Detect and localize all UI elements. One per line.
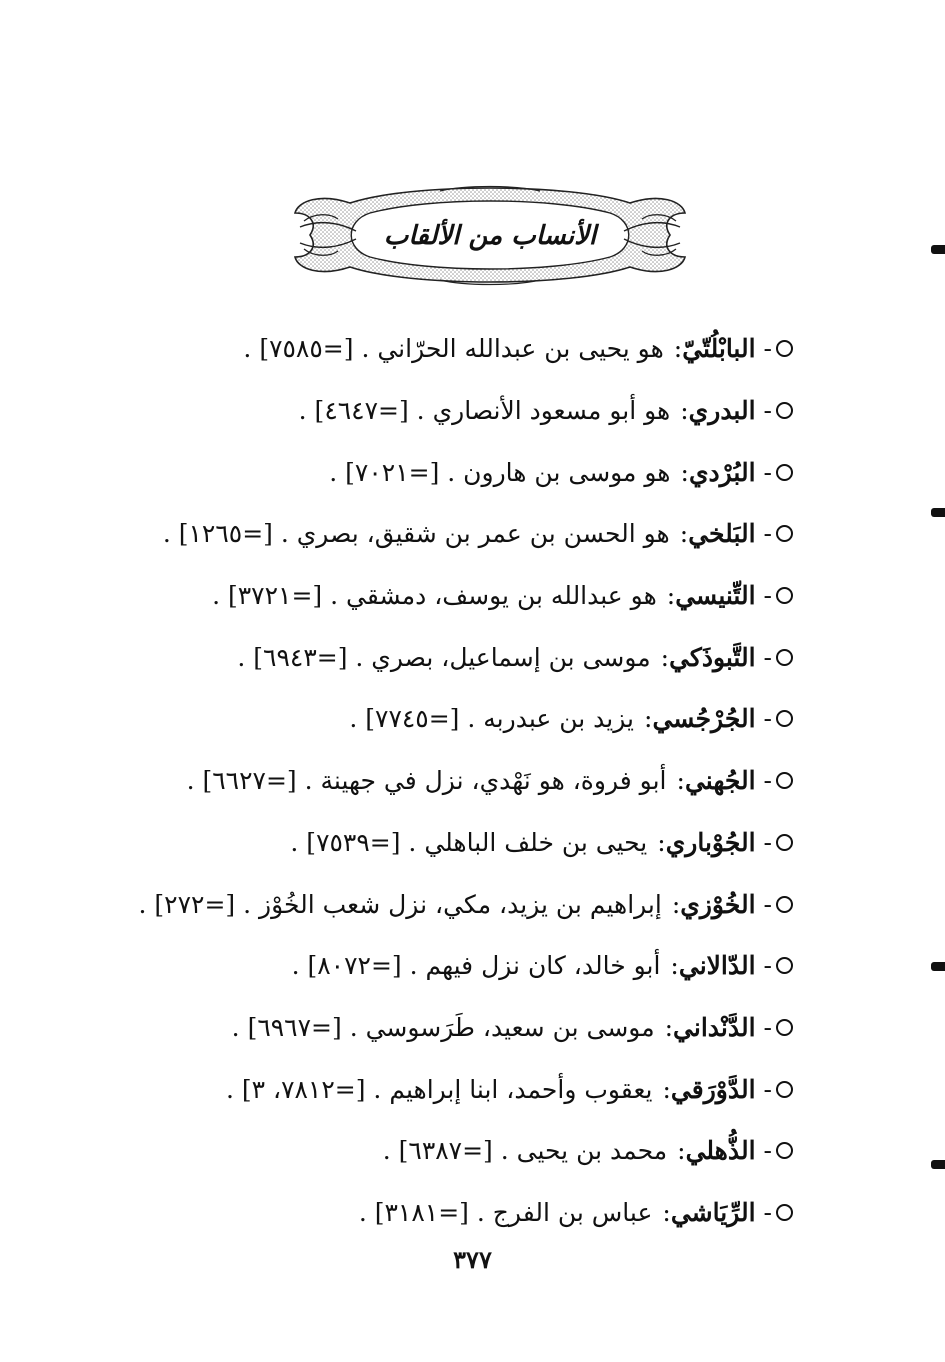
entry-text: يزيد بن عبدربه . [=٧٧٤٥] . [349,704,635,734]
entry-name: الدَّوْرَقي [670,1074,756,1104]
circle-bullet-icon [776,649,793,666]
entry-name: الدّالاني [678,951,756,981]
list-item [113,997,793,1059]
entry-name: الجُوْباري [665,827,756,857]
entry-text: يحيى بن خلف الباهلي . [=٧٥٣٩] . [290,827,648,857]
thumb-mark [931,1160,945,1169]
entry-dash: - [763,457,772,487]
entry-dash: - [763,704,772,734]
entry-text: إبراهيم بن يزيد، مكي، نزل شعب الخُوْز . [=٢٧٢] . [138,889,662,919]
title-ornament [290,183,690,288]
list-item [113,626,793,688]
circle-bullet-icon [776,896,793,913]
entry-separator: : [660,642,670,672]
entry-text: هو عبدالله بن يوسف، دمشقي . [=٣٧٢١] . [212,581,657,611]
entry-separator: : [664,1012,674,1042]
entry-dash: - [763,951,772,981]
entry-dash: - [763,1197,772,1227]
entry-dash: - [763,581,772,611]
entry-text: هو يحيى بن عبدالله الحرّاني . [=٧٥٨٥] . [243,334,664,364]
entry-separator: : [657,827,666,857]
page-title: الأنساب من الألقاب [383,220,597,251]
entry-separator: : [676,766,685,796]
entry-separator: : [662,1197,671,1227]
list-item [113,565,793,627]
circle-bullet-icon [776,834,793,851]
entry-name: الدَّنْداني [673,1012,756,1042]
list-item [113,688,793,750]
circle-bullet-icon [776,402,793,419]
entry-separator: : [670,951,679,981]
list-item [113,1182,793,1244]
entry-name: البابْلُتّيّ [682,334,756,364]
entry-text: هو أبو مسعود الأنصاري . [=٤٦٤٧] . [298,396,671,426]
entry-name: التَّبوذَكي [669,642,756,672]
circle-bullet-icon [776,464,793,481]
entry-dash: - [763,396,772,426]
entry-text: هو موسى بن هارون . [=٧٠٢١] . [329,457,671,487]
entry-dash: - [763,1012,772,1042]
entry-dash: - [763,1074,772,1104]
list-item [113,318,793,380]
entry-name: الجُرْجُسي [652,704,756,734]
circle-bullet-icon [776,772,793,789]
circle-bullet-icon [776,340,793,357]
entry-separator: : [666,581,676,611]
thumb-mark [931,508,945,517]
thumb-mark [931,245,945,254]
entry-name: البَلخي [688,519,756,549]
list-item [113,503,793,565]
entry-separator: : [671,889,681,919]
list-item [113,441,793,503]
entry-text: أبو فروة، هو نَهْدي، نزل في جهينة . [=٦٦٢٧] . [186,766,667,796]
entry-name: الخُوْزي [680,889,756,919]
circle-bullet-icon [776,1142,793,1159]
entry-text: عباس بن الفرج . [=٣١٨١] . [358,1197,653,1227]
entry-separator: : [679,519,689,549]
circle-bullet-icon [776,1019,793,1036]
list-item [113,873,793,935]
entry-dash: - [763,334,772,364]
entry-separator: : [680,396,689,426]
list-item [113,935,793,997]
circle-bullet-icon [776,710,793,727]
entry-separator: : [680,457,689,487]
entry-dash: - [763,642,772,672]
entry-text: محمد بن يحيى . [=٦٣٨٧] . [382,1136,668,1166]
entry-text: أبو خالد، كان نزل فيهم . [=٨٠٧٢] . [291,951,661,981]
entry-separator: : [644,704,653,734]
circle-bullet-icon [776,1204,793,1221]
entry-separator: : [673,334,683,364]
entry-name: البُرْدي [688,457,756,487]
entry-name: الجُهني [684,766,756,796]
list-item [113,1120,793,1182]
circle-bullet-icon [776,587,793,604]
entry-name: البدري [688,396,756,426]
entry-name: الرِّيَاشي [670,1197,756,1227]
entry-dash: - [763,519,772,549]
circle-bullet-icon [776,525,793,542]
entry-dash: - [763,1136,772,1166]
list-item [113,750,793,812]
list-item [113,812,793,874]
entry-dash: - [763,827,772,857]
entry-separator: : [662,1074,671,1104]
entry-dash: - [763,766,772,796]
entry-text: موسى بن سعيد، طَرَسوسي . [=٦٩٦٧] . [231,1012,655,1042]
page-number: ٣٧٧ [453,1245,492,1274]
entry-text: يعقوب وأحمد، ابنا إبراهيم . [=٧٨١٢، ٣] . [225,1074,653,1104]
entry-name: التِّنيسي [675,581,756,611]
entry-separator: : [677,1136,686,1166]
entry-text: هو الحسن بن عمر بن شقيق، بصري . [=١٢٦٥] . [162,519,670,549]
entry-text: موسى بن إسماعيل، بصري . [=٦٩٤٣] . [237,642,651,672]
thumb-mark [931,962,945,971]
circle-bullet-icon [776,957,793,974]
list-item [113,380,793,442]
list-item [113,1058,793,1120]
entry-dash: - [763,889,772,919]
entry-name: الذُّهلي [685,1136,756,1166]
circle-bullet-icon [776,1081,793,1098]
entry-list [113,318,793,1243]
